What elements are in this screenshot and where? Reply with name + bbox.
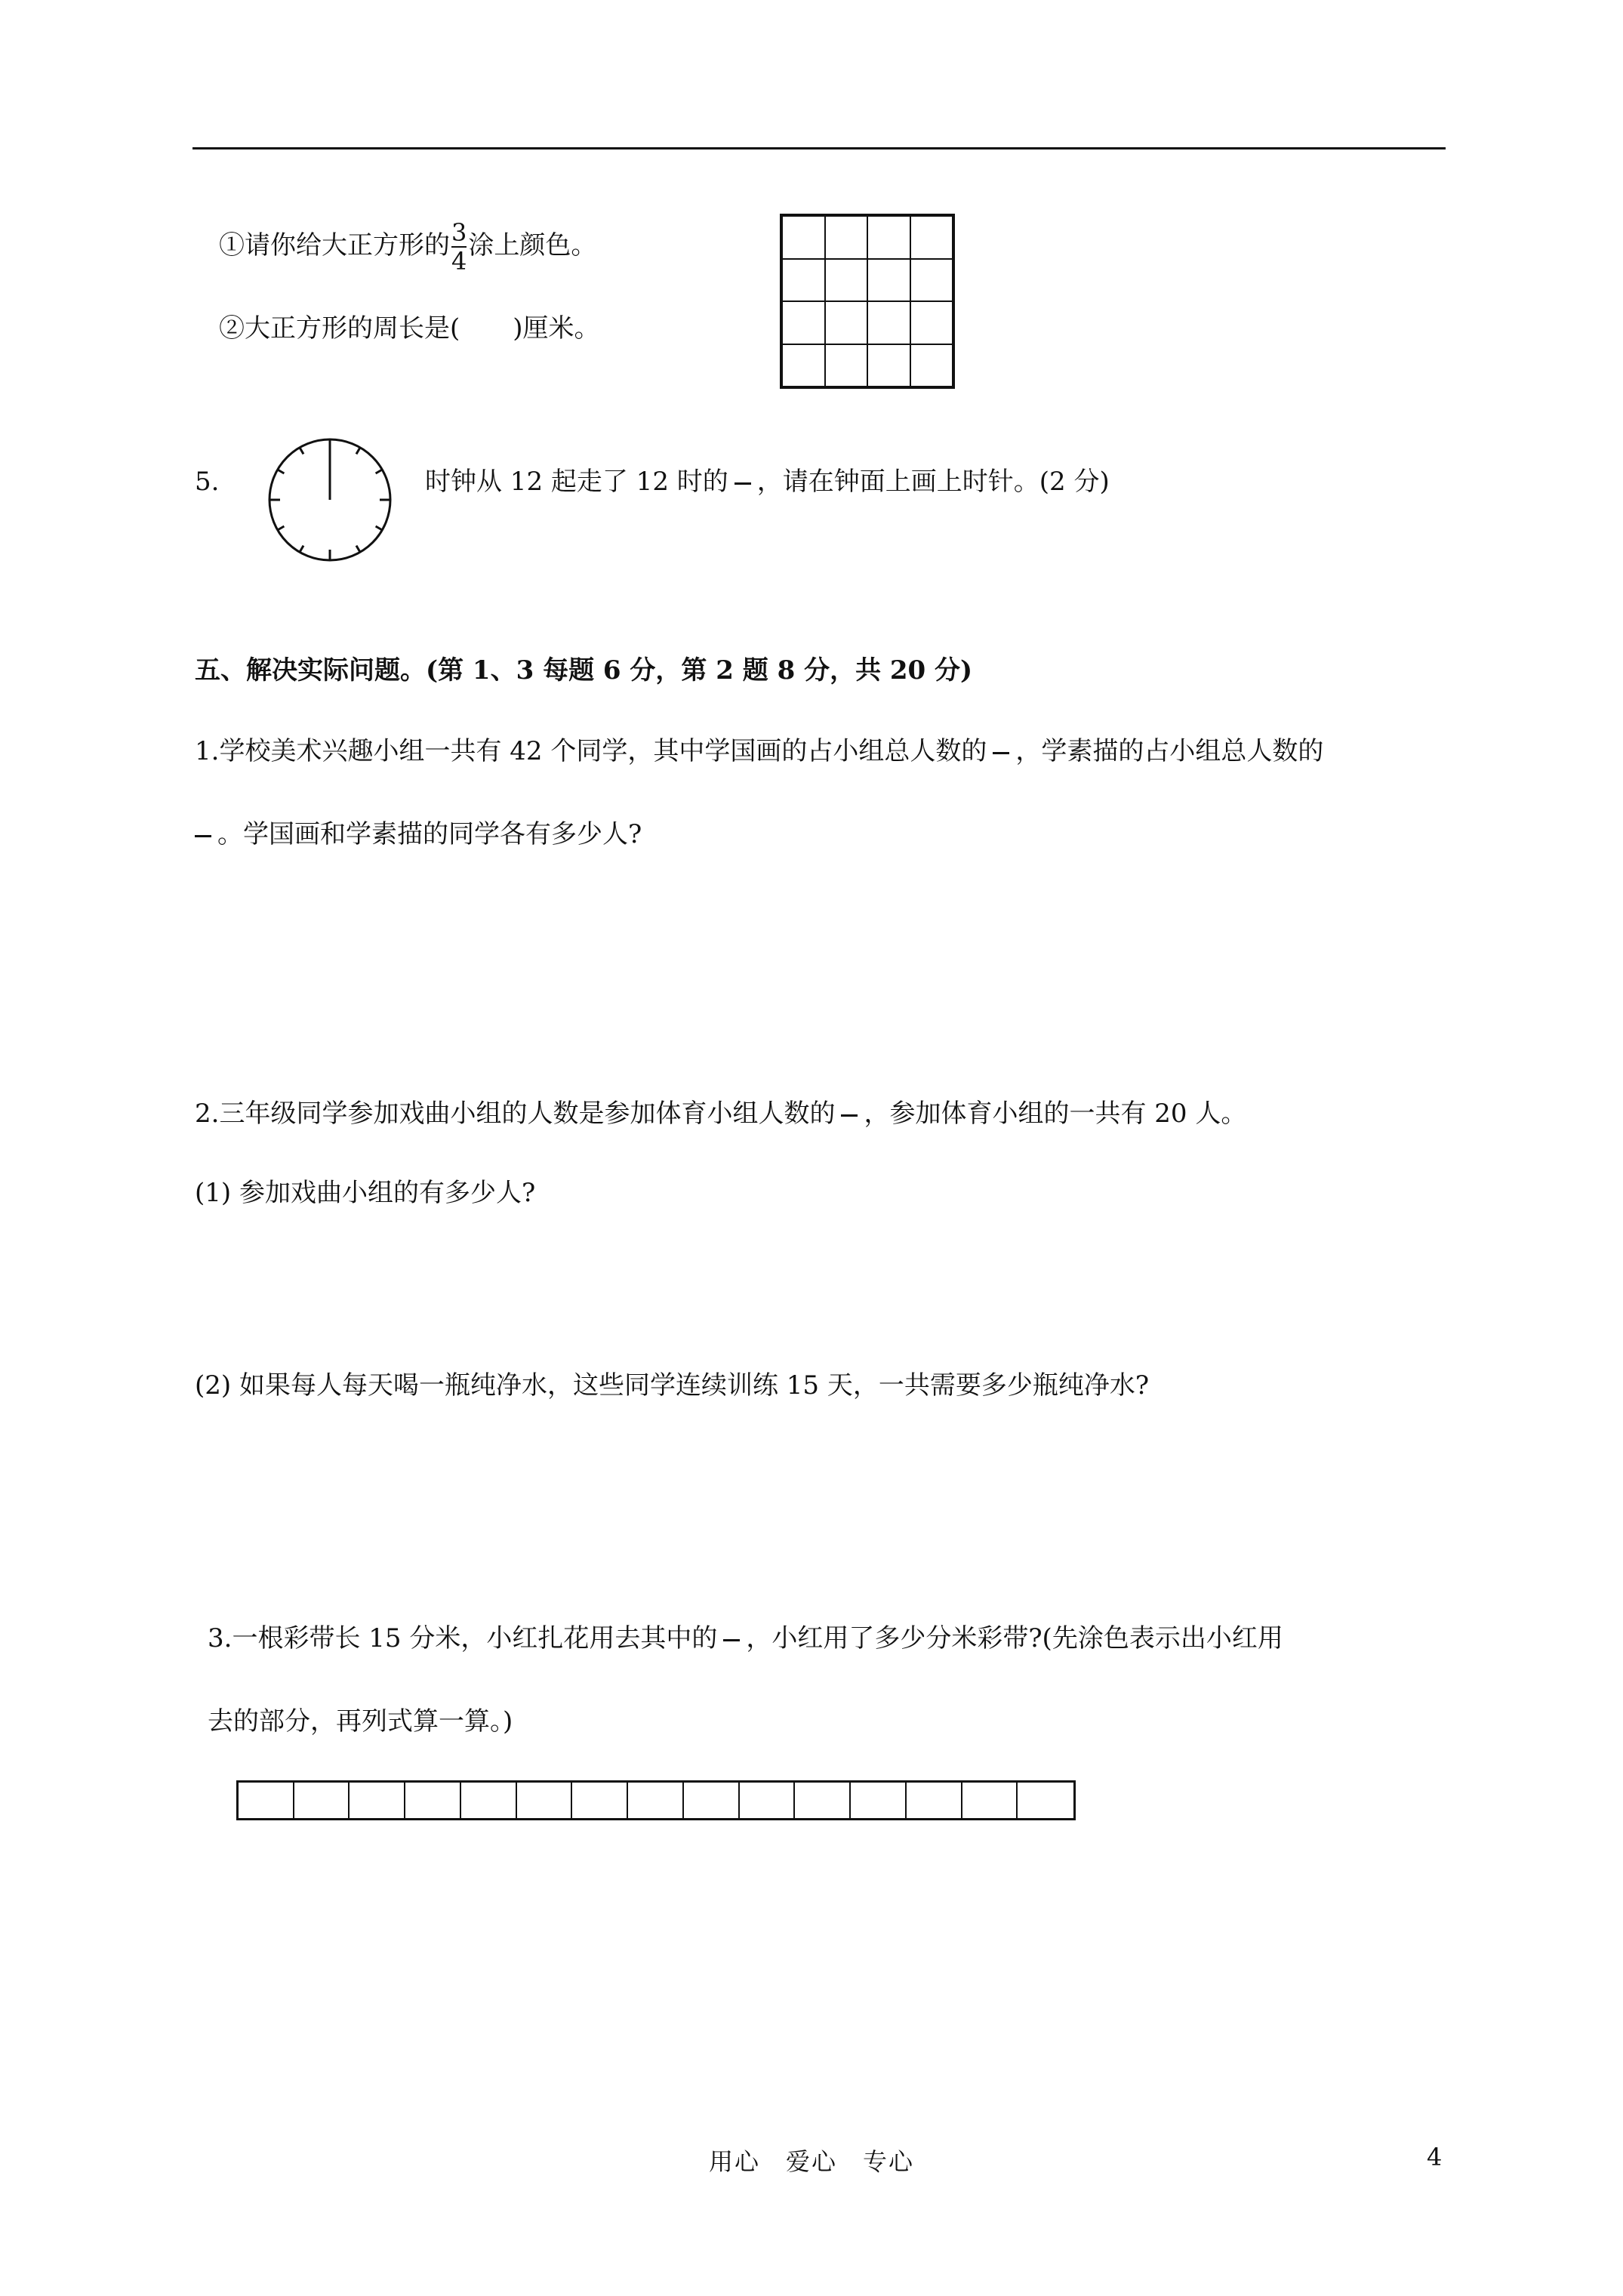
q5-text-a: 时钟从 12 起走了 12 时的 <box>425 467 728 497</box>
ribbon-segment[interactable] <box>572 1783 628 1818</box>
grid-cell[interactable] <box>867 301 910 344</box>
problem3-line2: 去的部分，再列式算一算。) <box>208 1706 513 1737</box>
clock-face-icon[interactable] <box>266 436 393 563</box>
grid-cell[interactable] <box>825 344 868 387</box>
ribbon-segment[interactable] <box>350 1783 405 1818</box>
problem1-text-b: ，学素描的占小组总人数的 <box>1015 736 1324 766</box>
q4-part1-prefix: ①请你给大正方形的 <box>219 230 450 260</box>
grid-cell[interactable] <box>782 301 825 344</box>
fraction-three-quarters <box>451 219 467 275</box>
clock-tick <box>356 448 360 455</box>
square-grid[interactable] <box>780 214 955 389</box>
ribbon-segment[interactable] <box>684 1783 740 1818</box>
ribbon-segment[interactable] <box>795 1783 851 1818</box>
q5-number: 5. <box>195 467 220 497</box>
grid-cell[interactable] <box>867 216 910 259</box>
ribbon-segment[interactable] <box>461 1783 517 1818</box>
q4-part1-suffix: 涂上颜色。 <box>468 230 597 260</box>
grid-cell[interactable] <box>825 216 868 259</box>
grid-cell[interactable] <box>910 344 953 387</box>
grid-cell[interactable] <box>782 216 825 259</box>
problem3-text-a: 3.一根彩带长 15 分米，小红扎花用去其中的 <box>208 1623 718 1653</box>
clock-tick <box>356 546 360 553</box>
q5-text <box>425 467 1110 497</box>
problem1-text-a: 1.学校美术兴趣小组一共有 42 个同学，其中学国画的占小组总人数的 <box>195 736 987 766</box>
fraction-blank <box>195 835 211 837</box>
problem3-line1 <box>208 1623 1283 1653</box>
ribbon-segment[interactable] <box>851 1783 907 1818</box>
grid-cell[interactable] <box>910 216 953 259</box>
section-heading: 五、解决实际问题。(第 1、3 每题 6 分，第 2 题 8 分，共 20 分) <box>195 655 973 686</box>
ribbon-strip[interactable] <box>236 1780 1076 1820</box>
clock-tick <box>278 526 285 530</box>
ribbon-segment[interactable] <box>294 1783 350 1818</box>
clock-tick <box>278 470 285 473</box>
problem3-text-b: ，小红用了多少分米彩带?(先涂色表示出小红用 <box>746 1623 1283 1653</box>
ribbon-segment[interactable] <box>1018 1783 1073 1818</box>
problem2-sub2: (2) 如果每人每天喝一瓶纯净水，这些同学连续训练 15 天，一共需要多少瓶纯净水? <box>195 1370 1150 1401</box>
problem1-line2 <box>195 819 642 849</box>
problem2-sub1: (1) 参加戏曲小组的有多少人? <box>195 1178 536 1208</box>
fraction-blank <box>723 1639 740 1641</box>
q4-part2 <box>219 313 600 344</box>
problem1-text-c: 。学国画和学素描的同学各有多少人? <box>217 819 642 849</box>
fraction-numerator: 3 <box>451 218 467 247</box>
clock-tick <box>300 546 303 553</box>
problem2-line1 <box>195 1099 1246 1129</box>
ribbon-segment[interactable] <box>628 1783 684 1818</box>
fraction-denominator: 4 <box>451 247 467 276</box>
q4-part1 <box>219 219 596 275</box>
clock-tick <box>300 448 303 455</box>
ribbon-segment[interactable] <box>517 1783 573 1818</box>
grid-cell[interactable] <box>910 301 953 344</box>
problem2-text-a: 2.三年级同学参加戏曲小组的人数是参加体育小组人数的 <box>195 1099 836 1129</box>
grid-cell[interactable] <box>782 259 825 302</box>
q4-part2-suffix: )厘米。 <box>513 313 600 344</box>
q4-part2-prefix: ②大正方形的周长是( <box>219 313 460 344</box>
fraction-blank <box>735 482 751 485</box>
page-number: 4 <box>1427 2143 1443 2171</box>
grid-cell[interactable] <box>867 344 910 387</box>
clock-tick <box>376 470 383 473</box>
ribbon-segment[interactable] <box>962 1783 1018 1818</box>
problem2-text-b: ，参加体育小组的一共有 20 人。 <box>864 1099 1247 1129</box>
header-rule <box>192 147 1446 149</box>
grid-cell[interactable] <box>867 259 910 302</box>
fraction-blank <box>993 752 1009 754</box>
q5-text-b: ，请在钟面上画上时针。(2 分) <box>756 467 1110 497</box>
ribbon-segment[interactable] <box>239 1783 294 1818</box>
ribbon-segment[interactable] <box>907 1783 962 1818</box>
ribbon-segment[interactable] <box>740 1783 796 1818</box>
ribbon-segment[interactable] <box>405 1783 461 1818</box>
clock-tick <box>376 526 383 530</box>
grid-cell[interactable] <box>825 301 868 344</box>
footer-text: 用心 爱心 专心 <box>708 2147 914 2176</box>
grid-cell[interactable] <box>782 344 825 387</box>
grid-cell[interactable] <box>825 259 868 302</box>
problem1-line1 <box>195 736 1323 766</box>
grid-cell[interactable] <box>910 259 953 302</box>
fraction-blank <box>841 1114 858 1117</box>
